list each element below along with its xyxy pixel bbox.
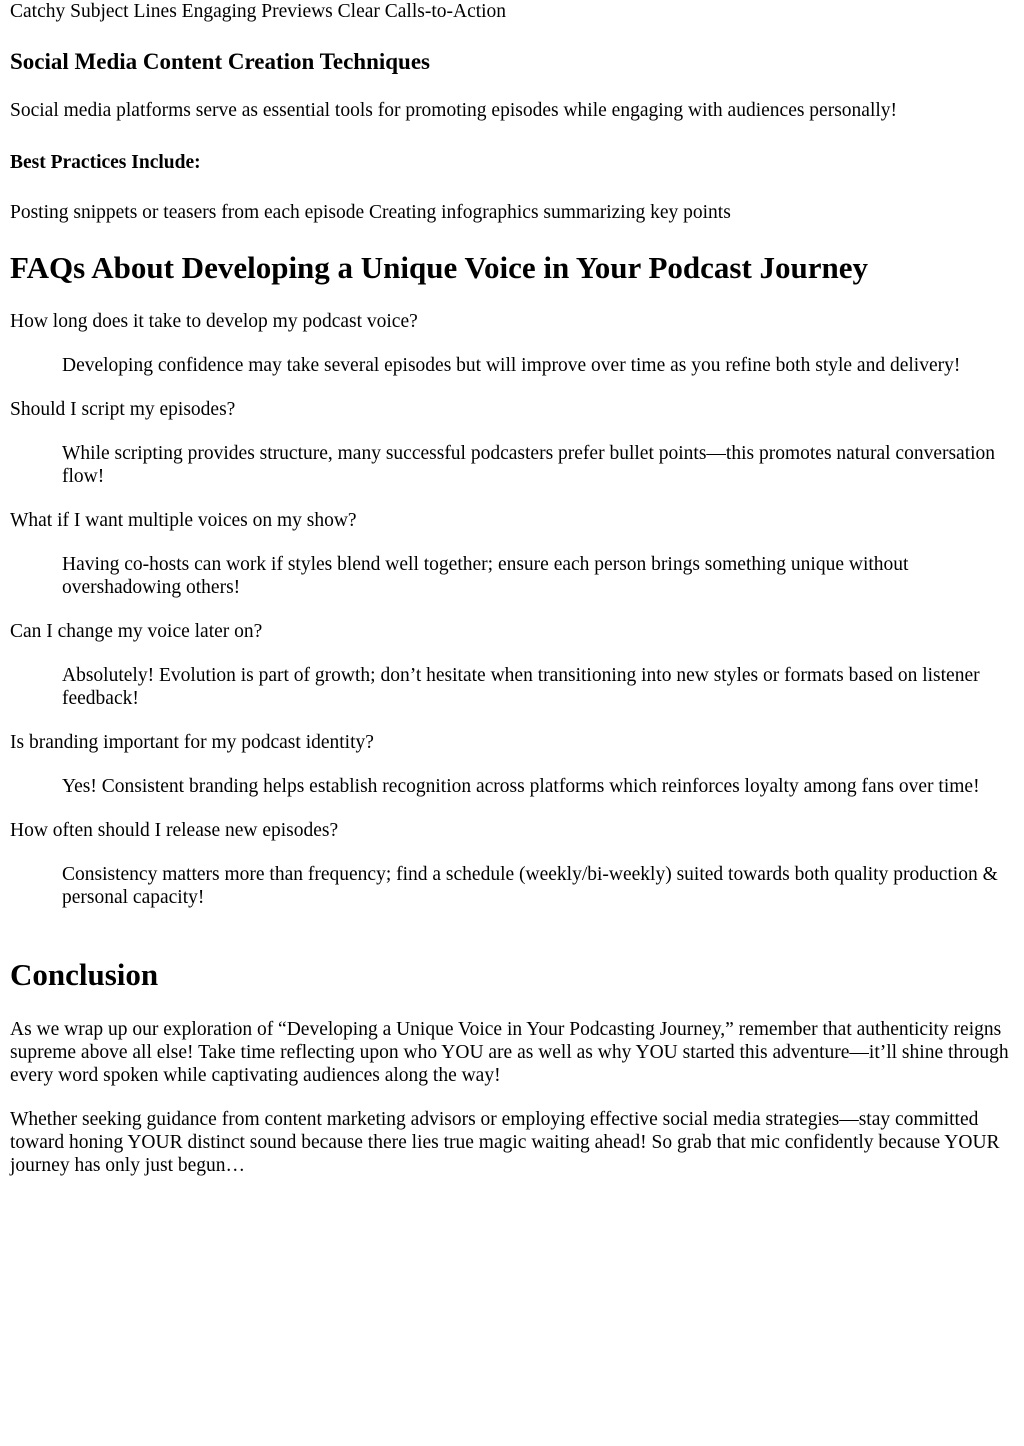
faq-answer: Consistency matters more than frequency; find a schedule (weekly/bi-weekly) suited towards both quality production & personal capacity! (62, 864, 998, 908)
best-practices-heading: Best Practices Include: (10, 152, 201, 173)
faq-question: Is branding important for my podcast identity? (10, 732, 374, 753)
conclusion-heading: Conclusion (10, 957, 159, 992)
faq-answer: Having co-hosts can work if styles blend well together; ensure each person brings something unique without overshadowing others! (62, 554, 909, 598)
faq-question: Can I change my voice later on? (10, 621, 263, 642)
faq-question: What if I want multiple voices on my show? (10, 510, 357, 531)
faq-question: Should I script my episodes? (10, 399, 236, 420)
conclusion-paragraph-2: Whether seeking guidance from content marketing advisors or employing effective social media strategies—stay committed toward honing YOUR distinct sound because there lies true magic waiting ahead! So grab that mic confidently because YOUR journey has only just begun… (10, 1109, 1000, 1176)
faq-answer: Yes! Consistent branding helps establish recognition across platforms which reinforces loyalty among fans over time! (62, 776, 980, 797)
faq-answer: Absolutely! Evolution is part of growth; don’t hesitate when transitioning into new styles or formats based on listener feedback! (62, 665, 980, 709)
social-media-heading: Social Media Content Creation Techniques (10, 49, 430, 74)
faq-question: How often should I release new episodes? (10, 820, 339, 841)
email-tips-line: Catchy Subject Lines Engaging Previews Clear Calls-to-Action (10, 1, 507, 22)
faq-question: How long does it take to develop my podcast voice? (10, 311, 418, 332)
faq-answer: Developing confidence may take several episodes but will improve over time as you refine both style and delivery! (62, 355, 961, 376)
social-media-paragraph: Social media platforms serve as essential tools for promoting episodes while engaging with audiences personally! (10, 100, 898, 121)
faq-list (10, 310, 1015, 930)
faq-heading: FAQs About Developing a Unique Voice in Your Podcast Journey (10, 250, 869, 285)
best-practices-items: Posting snippets or teasers from each episode Creating infographics summarizing key points (10, 202, 731, 223)
conclusion-paragraph-1: As we wrap up our exploration of “Developing a Unique Voice in Your Podcasting Journey,” remember that authenticity reigns supreme above all else! Take time reflecting upon who YOU are as well as why YOU started this adventure—it’ll shine through every word spoken while captivating audiences along the way! (10, 1019, 1009, 1086)
faq-answer: While scripting provides structure, many successful podcasters prefer bullet points—this promotes natural conversation flow! (62, 443, 996, 487)
